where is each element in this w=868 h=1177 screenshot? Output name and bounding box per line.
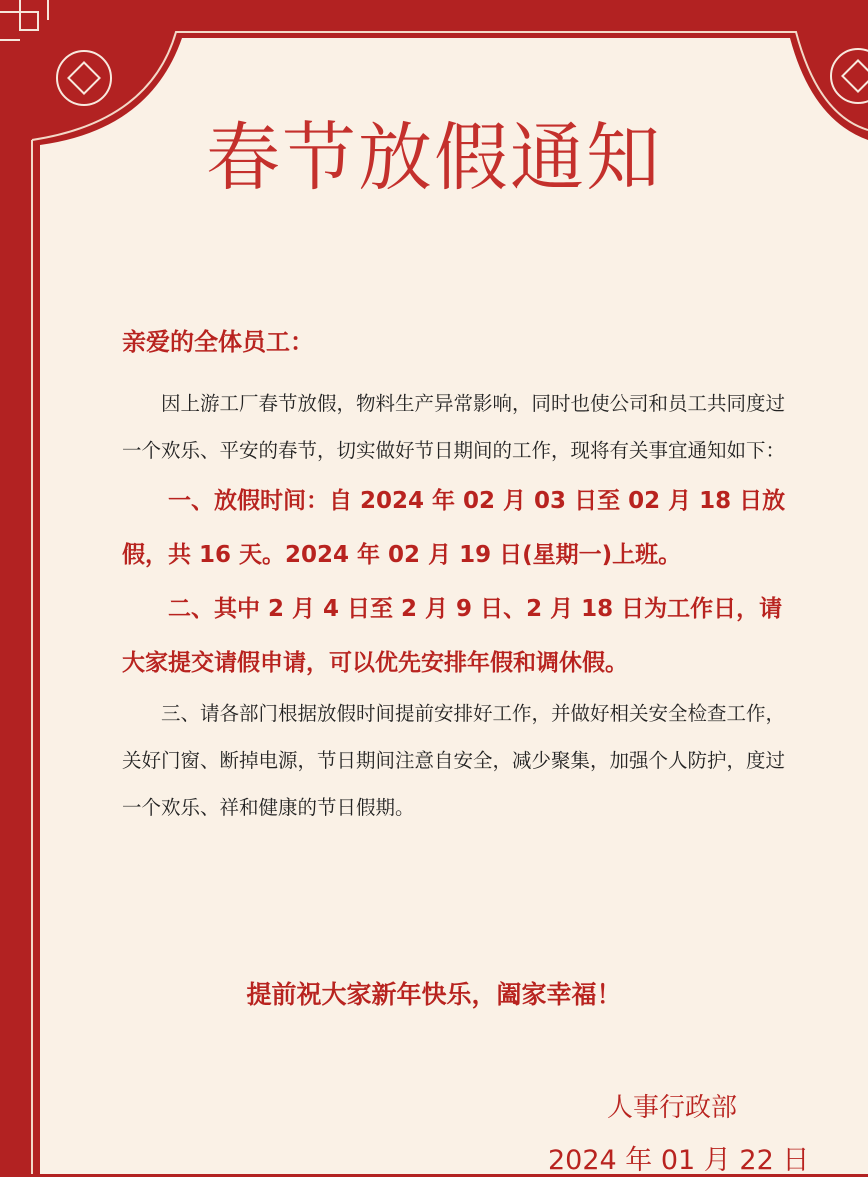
notice-date: 2024 年 01 月 22 日 xyxy=(548,1145,810,1176)
notice-body xyxy=(122,322,802,831)
item-one: 一、放假时间：自 2024 年 02 月 03 日至 02 月 18 日放假，共 16 天。2024 年 02 月 19 日(星期一)上班。 xyxy=(122,488,786,568)
closing-wish: 提前祝大家新年快乐，阖家幸福！ xyxy=(246,980,622,1009)
intro-paragraph: 因上游工厂春节放假，物料生产异常影响，同时也使公司和员工共同度过一个欢乐、平安的春节，切实做好节日期间的工作，现将有关事宜通知如下： xyxy=(122,392,786,462)
item-three: 三、请各部门根据放假时间提前安排好工作，并做好相关安全检查工作，关好门窗、断掉电源，节日期间注意自安全，减少聚集，加强个人防护，度过一个欢乐、祥和健康的节日假期。 xyxy=(122,702,786,819)
item-two: 二、其中 2 月 4 日至 2 月 9 日、2 月 18 日为工作日，请大家提交请假申请，可以优先安排年假和调休假。 xyxy=(122,596,783,676)
diamond-medallion-icon xyxy=(831,49,868,103)
greeting: 亲爱的全体员工： xyxy=(122,328,314,356)
notice-title: 春节放假通知 xyxy=(206,115,662,201)
department-signature: 人事行政部 xyxy=(607,1093,738,1123)
diamond-medallion-icon xyxy=(57,51,111,105)
corner-ornament-top-left xyxy=(0,0,48,40)
